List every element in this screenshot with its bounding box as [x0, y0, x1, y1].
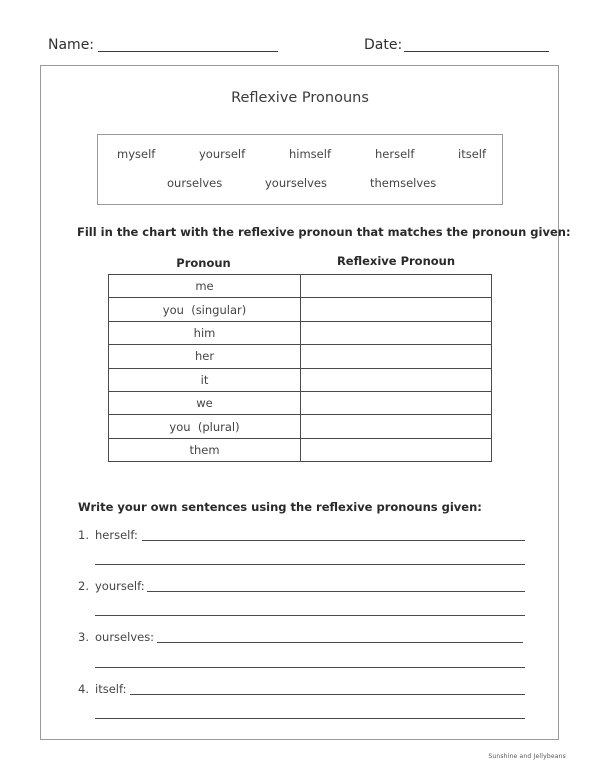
word-bank-item: itself	[458, 147, 487, 161]
word-bank-item: himself	[289, 147, 331, 161]
table-row	[109, 368, 492, 391]
name-label: Name:	[48, 37, 95, 53]
name-field[interactable]	[98, 51, 278, 52]
word-bank-item: herself	[375, 147, 415, 161]
answer-line-4b[interactable]	[95, 718, 525, 719]
reflexive-answer-cell[interactable]	[301, 368, 492, 391]
reflexive-answer-cell[interactable]	[301, 391, 492, 414]
word-bank	[97, 134, 503, 205]
item-label-herself: herself:	[95, 528, 138, 542]
table-row	[109, 345, 492, 368]
pronoun-cell: them	[109, 438, 301, 461]
pronoun-cell: her	[109, 345, 301, 368]
column-header-reflexive: Reflexive Pronoun	[336, 254, 456, 268]
table-row	[109, 415, 492, 438]
word-bank-item: myself	[117, 147, 156, 161]
answer-line-2b[interactable]	[95, 615, 525, 616]
sentences-instruction: Write your own sentences using the reflexive pronouns given:	[78, 500, 482, 514]
reflexive-answer-cell[interactable]	[301, 415, 492, 438]
table-row	[109, 298, 492, 321]
word-bank-item: ourselves	[167, 176, 223, 190]
item-number: 4.	[78, 682, 89, 696]
answer-line-1b[interactable]	[95, 564, 525, 565]
reflexive-answer-cell[interactable]	[301, 275, 492, 298]
pronoun-cell: me	[109, 275, 301, 298]
footer-credit: Sunshine and Jellybeans	[488, 753, 566, 760]
item-number: 2.	[78, 579, 89, 593]
reflexive-answer-cell[interactable]	[301, 321, 492, 344]
answer-line-1a[interactable]	[142, 540, 525, 541]
table-row	[109, 275, 492, 298]
reflexive-answer-cell[interactable]	[301, 438, 492, 461]
table-row	[109, 438, 492, 461]
answer-line-2a[interactable]	[147, 591, 525, 592]
pronoun-cell: him	[109, 321, 301, 344]
pronoun-cell: we	[109, 391, 301, 414]
item-number: 1.	[78, 528, 89, 542]
answer-line-4a[interactable]	[130, 694, 525, 695]
pronoun-chart	[108, 274, 492, 462]
word-bank-item: yourself	[199, 147, 246, 161]
pronoun-cell: you (singular)	[109, 298, 301, 321]
answer-line-3a[interactable]	[157, 642, 523, 643]
date-label: Date:	[364, 37, 403, 53]
item-label-ourselves: ourselves:	[95, 630, 155, 644]
worksheet-title: Reflexive Pronouns	[231, 90, 369, 106]
date-field[interactable]	[404, 51, 549, 52]
pronoun-cell: you (plural)	[109, 415, 301, 438]
reflexive-answer-cell[interactable]	[301, 345, 492, 368]
item-label-yourself: yourself:	[95, 579, 145, 593]
reflexive-answer-cell[interactable]	[301, 298, 492, 321]
table-row	[109, 391, 492, 414]
word-bank-item: yourselves	[265, 176, 327, 190]
item-number: 3.	[78, 630, 89, 644]
answer-line-3b[interactable]	[95, 667, 525, 668]
item-label-itself: itself:	[95, 682, 127, 696]
word-bank-item: themselves	[370, 176, 437, 190]
chart-instruction: Fill in the chart with the reflexive pronoun that matches the pronoun given:	[77, 225, 571, 239]
table-row	[109, 321, 492, 344]
column-header-pronoun: Pronoun	[176, 256, 231, 270]
pronoun-cell: it	[109, 368, 301, 391]
